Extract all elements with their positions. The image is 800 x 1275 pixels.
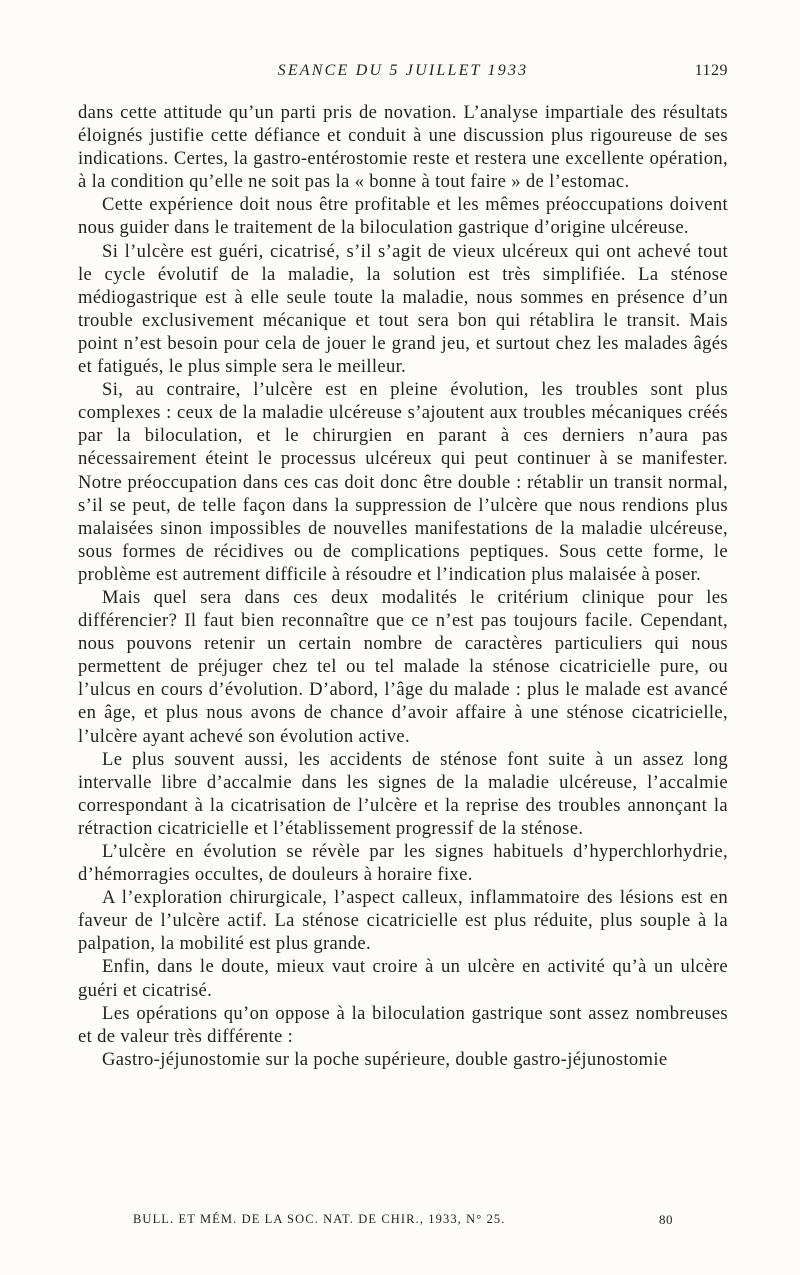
page-footer (133, 1212, 673, 1232)
running-title: SEANCE DU 5 JUILLET 1933 (277, 62, 529, 79)
paragraph: Mais quel sera dans ces deux modalités le critérium clinique pour les différencier? Il faut bien reconnaître que ce n’est pas toujours facile. Cependant, nous pouvons retenir un certain nombre de caractères particuliers qui nous permettent de préjuger chez tel ou tel malade la sténose cicatricielle pure, ou l’ulcus en cours d’évolution. D’abord, l’âge du malade : plus le malade est avancé en âge, et plus nous avons de chance d’avoir affaire à une sténose cicatricielle, l’ulcère ayant achevé son évolution active. (78, 586, 728, 747)
paragraph: Le plus souvent aussi, les accidents de sténose font suite à un assez long intervalle libre d’accalmie dans les signes de la maladie ulcéreuse, l’accalmie correspondant à la cicatrisation de l’ulcère et la reprise des troubles annonçant la rétraction cicatricielle et l’établissement progressif de la sténose. (78, 748, 728, 839)
paragraph: L’ulcère en évolution se révèle par les signes habituels d’hyperchlorhydrie, d’hémorragies occultes, de douleurs à horaire fixe. (78, 841, 728, 886)
paragraph: Si, au contraire, l’ulcère est en pleine évolution, les troubles sont plus complexes : ceux de la maladie ulcéreuse s’ajoutent aux troubles mécaniques créés par la biloculation, et le chirurgien en parant à ces derniers n’aura pas nécessairement éteint le processus ulcéreux qui peut continuer à se manifester. Notre préoccupation dans ces cas doit donc être double : rétablir un transit normal, s’il se peut, de telle façon dans la suppression de l’ulcère que nous rendions plus malaisées sinon impossibles de nouvelles manifestations de la maladie ulcéreuse, sous formes de récidives ou de complications peptiques. Sous cette forme, le problème est autrement difficile à résoudre et l’indication plus malaisée à poser. (78, 379, 728, 585)
paragraph: Enfin, dans le doute, mieux vaut croire à un ulcère en activité qu’à un ulcère guéri et cicatrisé. (78, 956, 728, 1001)
paragraph: Gastro-jéjunostomie sur la poche supérieure, double gastro-jéjunostomie (102, 1048, 668, 1070)
paragraph: Si l’ulcère est guéri, cicatrisé, s’il s’agit de vieux ulcéreux qui ont achevé tout le cycle évolutif de la maladie, la solution est très simplifiée. La sténose médiogastrique est à elle seule toute la maladie, nous sommes en présence d’un trouble exclusivement mécanique et tout sera bon qui rétablira le transit. Mais point n’est besoin pour cela de jouer le grand jeu, et surtout chez les malades âgés et fatigués, le plus simple sera le meilleur. (78, 240, 728, 378)
paragraph: Cette expérience doit nous être profitable et les mêmes préoccupations doivent nous guider dans le traitement de la biloculation gastrique d’origine ulcéreuse. (78, 194, 728, 239)
paragraph: Les opérations qu’on oppose à la biloculation gastrique sont assez nombreuses et de valeur très différente : (78, 1002, 728, 1047)
body-text (78, 101, 728, 1071)
footer-citation: BULL. ET MÉM. DE LA SOC. NAT. DE CHIR., 1933, N° 25. (133, 1212, 506, 1226)
paragraph: dans cette attitude qu’un parti pris de novation. L’analyse impartiale des résultats éloignés justifie cette défiance et conduit à une discussion plus rigoureuse de ses indications. Certes, la gastro-entérostomie reste et restera une excellente opération, à la condition qu’elle ne soit pas la « bonne à tout faire » de l’estomac. (78, 102, 728, 193)
page-header (78, 62, 728, 86)
paragraph: A l’exploration chirurgicale, l’aspect calleux, inflammatoire des lésions est en faveur de l’ulcère actif. La sténose cicatricielle est plus réduite, plus souple à la palpation, la mobilité est plus grande. (78, 887, 728, 955)
page-number: 1129 (694, 62, 728, 79)
signature-mark: 80 (659, 1212, 673, 1227)
